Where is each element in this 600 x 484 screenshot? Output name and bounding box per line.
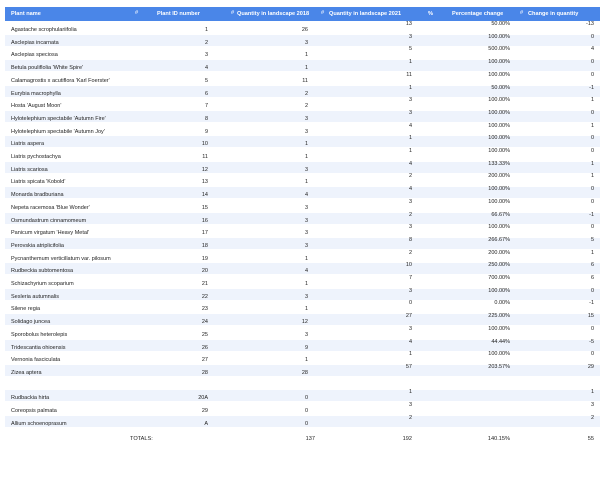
- plant-name-cell: Liatris aspera: [11, 141, 45, 148]
- quantity-2018-cell: 1: [304, 65, 308, 72]
- change-in-quantity-cell: 0: [590, 198, 594, 205]
- quantity-2018-cell: 3: [304, 293, 308, 300]
- header-hash-icon: #: [231, 10, 235, 16]
- quantity-2021-cell: 4: [408, 338, 412, 345]
- totals-change-in-quantity: 55: [587, 436, 594, 442]
- table-row[interactable]: [5, 340, 600, 351]
- plant-id-cell: 18: [201, 242, 208, 249]
- plant-id-cell: 5: [204, 77, 208, 84]
- table-row[interactable]: [5, 149, 600, 160]
- percentage-change-cell: 100.00%: [488, 287, 510, 294]
- percentage-change-cell: 200.00%: [488, 173, 510, 180]
- change-in-quantity-cell: -13: [586, 21, 594, 27]
- plant-id-cell: 20A: [198, 395, 208, 402]
- quantity-2018-cell: 1: [304, 255, 308, 262]
- percentage-change-cell: 100.00%: [488, 148, 510, 154]
- change-in-quantity-cell: -1: [589, 211, 594, 218]
- plant-id-cell: 21: [201, 281, 208, 287]
- quantity-2018-cell: 28: [301, 369, 308, 376]
- plant-name-cell: Eurybia macrophylla: [11, 90, 61, 97]
- quantity-2018-cell: 3: [304, 115, 308, 122]
- table-row[interactable]: [5, 73, 600, 84]
- quantity-2018-cell: 1: [304, 306, 308, 313]
- quantity-2018-cell: 1: [304, 141, 308, 148]
- quantity-2021-cell: 3: [408, 97, 412, 104]
- quantity-2021-cell: 1: [408, 59, 412, 66]
- plant-id-cell: 6: [204, 90, 208, 97]
- quantity-2021-cell: 3: [408, 402, 412, 408]
- quantity-2021-cell: 2: [408, 414, 412, 421]
- plant-name-cell: Panicum virgatum 'Heavy Metal': [11, 230, 90, 237]
- plant-id-cell: 13: [201, 179, 208, 186]
- plant-id-cell: 26: [201, 344, 208, 351]
- quantity-2018-cell: 2: [304, 90, 308, 97]
- table-row[interactable]: [5, 98, 600, 109]
- plant-id-cell: 27: [201, 357, 208, 364]
- percentage-change-cell: 100.00%: [488, 198, 510, 205]
- header-hash-icon: #: [321, 10, 325, 16]
- percentage-change-cell: 50.00%: [491, 84, 510, 91]
- change-in-quantity-cell: 3: [590, 402, 594, 408]
- percentage-change-cell: 0.00%: [494, 300, 510, 307]
- quantity-2018-cell: 4: [304, 192, 308, 199]
- plant-name-cell: Monarda bradburiana: [11, 192, 64, 199]
- plant-name-cell: Tridescantia ohioensis: [11, 344, 66, 351]
- quantity-2018-cell: 3: [304, 331, 308, 338]
- quantity-2021-cell: 3: [408, 224, 412, 231]
- change-in-quantity-cell: 0: [590, 287, 594, 294]
- plant-id-cell: 28: [201, 369, 208, 376]
- table-row[interactable]: [5, 35, 600, 46]
- change-in-quantity-cell: 0: [590, 351, 594, 358]
- change-in-quantity-cell: 0: [590, 224, 594, 231]
- percentage-change-cell: 100.00%: [488, 71, 510, 78]
- plant-id-cell: 1: [204, 27, 208, 33]
- plant-name-cell: Solidago juncea: [11, 319, 51, 326]
- change-in-quantity-cell: 1: [590, 249, 594, 256]
- change-in-quantity-cell: 0: [590, 71, 594, 78]
- table-row[interactable]: [5, 403, 600, 414]
- percentage-change-cell: 100.00%: [488, 59, 510, 66]
- table-row[interactable]: [5, 124, 600, 135]
- percentage-change-cell: 500.00%: [488, 46, 510, 53]
- table-row[interactable]: [5, 390, 600, 401]
- table-row[interactable]: [5, 327, 600, 338]
- table-row[interactable]: [5, 238, 600, 249]
- quantity-2018-cell: 0: [304, 420, 308, 427]
- table-row[interactable]: [5, 111, 600, 122]
- quantity-2018-cell: 12: [301, 319, 308, 326]
- plant-id-cell: 15: [201, 204, 208, 211]
- change-in-quantity-cell: 2: [590, 414, 594, 421]
- change-in-quantity-cell: 1: [590, 97, 594, 104]
- header-hash-icon: #: [135, 10, 139, 16]
- percentage-change-cell: 203.57%: [488, 363, 510, 370]
- plant-name-cell: Liatris scariosa: [11, 166, 48, 173]
- table-row[interactable]: [5, 47, 600, 58]
- table-row[interactable]: [5, 60, 600, 71]
- plant-name-cell: Schizachyrium scoparium: [11, 281, 74, 287]
- plant-name-cell: Nepeta racemosa 'Blue Wonder': [11, 204, 90, 211]
- plant-name-cell: Vernonia fasciculata: [11, 357, 61, 364]
- header-change-in-quantity[interactable]: Change in quantity: [528, 11, 579, 17]
- percentage-change-cell: 700.00%: [488, 275, 510, 281]
- table-row[interactable]: [5, 213, 600, 224]
- plant-name-cell: Asclepias incarnata: [11, 39, 59, 46]
- plant-id-cell: 2: [204, 39, 208, 46]
- percentage-change-cell: 66.67%: [491, 211, 510, 218]
- quantity-2018-cell: 0: [304, 395, 308, 402]
- header-plant-name[interactable]: Plant name: [11, 11, 41, 17]
- percentage-change-cell: 100.00%: [488, 109, 510, 116]
- change-in-quantity-cell: 1: [590, 122, 594, 129]
- plant-name-cell: Rudbeckia subtomentosa: [11, 268, 74, 275]
- plant-id-cell: 7: [204, 103, 208, 110]
- quantity-2018-cell: 1: [304, 52, 308, 59]
- table-row[interactable]: [5, 187, 600, 198]
- change-in-quantity-cell: 0: [590, 109, 594, 116]
- percentage-change-cell: 133.33%: [488, 160, 510, 167]
- percentage-change-cell: 200.00%: [488, 249, 510, 256]
- change-in-quantity-cell: -1: [589, 300, 594, 307]
- percentage-change-cell: 100.00%: [488, 122, 510, 129]
- header-row: [5, 7, 600, 21]
- quantity-2021-cell: 0: [408, 300, 412, 307]
- table-row[interactable]: [5, 200, 600, 211]
- quantity-2021-cell: 7: [408, 275, 412, 281]
- plant-name-cell: Hylotelephium spectabile 'Autumn Fire': [11, 115, 106, 122]
- plant-id-cell: 3: [204, 52, 208, 59]
- table-row[interactable]: [5, 378, 600, 389]
- quantity-2018-cell: 3: [304, 230, 308, 237]
- table-row[interactable]: [5, 22, 600, 33]
- header-plant-id[interactable]: Plant ID number: [157, 11, 200, 17]
- totals-quantity-2021: 192: [402, 436, 412, 442]
- table-row[interactable]: [5, 174, 600, 185]
- quantity-2018-cell: 3: [304, 217, 308, 224]
- plant-name-cell: Rudbackia hirta: [11, 395, 50, 402]
- percentage-change-cell: 100.00%: [488, 33, 510, 40]
- quantity-2018-cell: 11: [302, 77, 308, 84]
- quantity-2018-cell: 1: [304, 179, 308, 186]
- table-row[interactable]: [5, 314, 600, 325]
- quantity-2021-cell: 5: [408, 46, 412, 53]
- quantity-2021-cell: 1: [408, 351, 412, 358]
- plant-name-cell: Perovskia atriplicifolia: [11, 242, 64, 249]
- header-percentage-change[interactable]: Percentage change: [452, 11, 504, 17]
- change-in-quantity-cell: 29: [587, 363, 594, 370]
- quantity-2018-cell: 9: [304, 344, 308, 351]
- plant-id-cell: 14: [201, 192, 208, 199]
- change-in-quantity-cell: 1: [590, 389, 594, 396]
- quantity-2021-cell: 4: [408, 122, 412, 129]
- quantity-2021-cell: 4: [408, 160, 412, 167]
- quantity-2018-cell: 1: [304, 154, 308, 160]
- quantity-2018-cell: 3: [304, 39, 308, 46]
- percentage-change-cell: 100.00%: [488, 135, 510, 142]
- change-in-quantity-cell: -1: [589, 84, 594, 91]
- quantity-2021-cell: 1: [408, 135, 412, 142]
- quantity-2021-cell: 2: [408, 211, 412, 218]
- table-row[interactable]: [5, 289, 600, 300]
- change-in-quantity-cell: 15: [587, 313, 594, 320]
- change-in-quantity-cell: 0: [590, 33, 594, 40]
- quantity-2018-cell: 4: [304, 268, 308, 275]
- change-in-quantity-cell: 5: [590, 236, 594, 243]
- plant-name-cell: Asclepias speciosa: [11, 52, 58, 59]
- header-percent-symbol: %: [428, 11, 433, 17]
- table-row[interactable]: [5, 263, 600, 274]
- quantity-2021-cell: 2: [408, 249, 412, 256]
- plant-name-cell: Sporobolus heterolepis: [11, 331, 68, 338]
- plant-name-cell: Silene regia: [11, 306, 41, 313]
- change-in-quantity-cell: 6: [590, 262, 594, 269]
- table-row[interactable]: [5, 352, 600, 363]
- plant-id-cell: 20: [201, 268, 208, 275]
- quantity-2021-cell: 1: [408, 148, 412, 154]
- quantity-2018-cell: 3: [304, 204, 308, 211]
- change-in-quantity-cell: 0: [590, 325, 594, 332]
- change-in-quantity-cell: 0: [590, 135, 594, 142]
- change-in-quantity-cell: 0: [590, 59, 594, 66]
- quantity-2021-cell: 3: [408, 33, 412, 40]
- plant-id-cell: 10: [201, 141, 208, 148]
- change-in-quantity-cell: -5: [589, 338, 594, 345]
- quantity-2021-cell: 1: [408, 389, 412, 396]
- change-in-quantity-cell: 0: [590, 186, 594, 193]
- percentage-change-cell: 250.00%: [488, 262, 510, 269]
- plant-name-cell: Coreopsis palmata: [11, 408, 57, 414]
- plant-name-cell: Sesleria autumnalis: [11, 293, 59, 300]
- change-in-quantity-cell: 6: [590, 275, 594, 281]
- percentage-change-cell: 50.00%: [491, 21, 510, 27]
- quantity-2018-cell: 3: [304, 242, 308, 249]
- quantity-2021-cell: 3: [408, 287, 412, 294]
- quantity-2021-cell: 3: [408, 325, 412, 332]
- quantity-2018-cell: 1: [304, 281, 308, 287]
- quantity-2021-cell: 57: [405, 363, 412, 370]
- change-in-quantity-cell: 1: [590, 160, 594, 167]
- plant-id-cell: 22: [201, 293, 208, 300]
- plant-name-cell: Zizea aptera: [11, 369, 42, 376]
- plant-name-cell: Pycnanthemum verticillatum var. pilosum: [11, 255, 111, 262]
- plant-id-cell: 29: [201, 408, 208, 414]
- quantity-2021-cell: 10: [405, 262, 412, 269]
- percentage-change-cell: 100.00%: [488, 186, 510, 193]
- quantity-2021-cell: 8: [408, 236, 412, 243]
- totals-quantity-2018: 137: [305, 436, 315, 442]
- quantity-2021-cell: 2: [408, 173, 412, 180]
- change-in-quantity-cell: 1: [590, 173, 594, 180]
- plant-id-cell: 19: [201, 255, 208, 262]
- table-row[interactable]: [5, 225, 600, 236]
- change-in-quantity-cell: 4: [590, 46, 594, 53]
- plant-name-cell: Calamagrostis x acutiflora 'Karl Foerster': [11, 77, 110, 84]
- plant-id-cell: 25: [201, 331, 208, 338]
- header-hash-icon: #: [520, 10, 524, 16]
- plant-name-cell: Liatris pychostachya: [11, 154, 61, 160]
- table-row[interactable]: [5, 416, 600, 427]
- plant-name-cell: Osmundastrum cinnamomeum: [11, 217, 87, 224]
- plant-id-cell: 8: [204, 115, 208, 122]
- percentage-change-cell: 100.00%: [488, 325, 510, 332]
- quantity-2018-cell: 3: [304, 166, 308, 173]
- quantity-2018-cell: 1: [304, 357, 308, 364]
- quantity-2021-cell: 11: [406, 71, 412, 78]
- plant-id-cell: 24: [201, 319, 208, 326]
- plant-name-cell: Liatris spicata 'Kobold': [11, 179, 66, 186]
- change-in-quantity-cell: 0: [590, 148, 594, 154]
- plant-name-cell: Betula pouliflolia 'White Spire': [11, 65, 84, 72]
- quantity-2021-cell: 27: [405, 313, 412, 320]
- totals-label: TOTALS:: [130, 436, 153, 442]
- percentage-change-cell: 100.00%: [488, 224, 510, 231]
- plant-id-cell: 9: [204, 128, 208, 135]
- quantity-2021-cell: 1: [408, 84, 412, 91]
- table-row[interactable]: [5, 136, 600, 147]
- quantity-2021-cell: 3: [408, 198, 412, 205]
- percentage-change-cell: 100.00%: [488, 97, 510, 104]
- percentage-change-cell: 44.44%: [491, 338, 510, 345]
- quantity-2018-cell: 3: [304, 128, 308, 135]
- plant-id-cell: 11: [202, 154, 208, 160]
- table-row[interactable]: [5, 251, 600, 262]
- plant-id-cell: 4: [204, 65, 208, 72]
- percentage-change-cell: 100.00%: [488, 351, 510, 358]
- header-quantity-2018[interactable]: Quantity in landscape 2018: [237, 11, 310, 17]
- quantity-2018-cell: 26: [301, 27, 308, 33]
- plant-name-cell: Hylotelephium spectabile 'Autumn Joy': [11, 128, 105, 135]
- table-row[interactable]: [5, 162, 600, 173]
- percentage-change-cell: 266.67%: [488, 236, 510, 243]
- table-row[interactable]: [5, 276, 600, 287]
- table-row[interactable]: [5, 301, 600, 312]
- quantity-2018-cell: 2: [304, 103, 308, 110]
- plant-id-cell: 16: [201, 217, 208, 224]
- table-row[interactable]: [5, 365, 600, 376]
- table-row[interactable]: [5, 86, 600, 97]
- quantity-2021-cell: 13: [405, 21, 412, 27]
- quantity-2021-cell: 3: [408, 109, 412, 116]
- plant-id-cell: A: [204, 420, 208, 427]
- plant-id-cell: 23: [201, 306, 208, 313]
- plant-name-cell: Agastache scrophulariifolia: [11, 27, 77, 33]
- header-quantity-2021[interactable]: Quantity in landscape 2021: [329, 11, 402, 17]
- plant-name-cell: Hosta 'August Moon': [11, 103, 62, 110]
- totals-percentage-change: 140.15%: [487, 436, 510, 442]
- percentage-change-cell: 225.00%: [488, 313, 510, 320]
- quantity-2021-cell: 4: [408, 186, 412, 193]
- plant-id-cell: 17: [201, 230, 208, 237]
- plant-id-cell: 12: [201, 166, 208, 173]
- plant-name-cell: Allium schoenoprasum: [11, 420, 67, 427]
- quantity-2018-cell: 0: [304, 408, 308, 414]
